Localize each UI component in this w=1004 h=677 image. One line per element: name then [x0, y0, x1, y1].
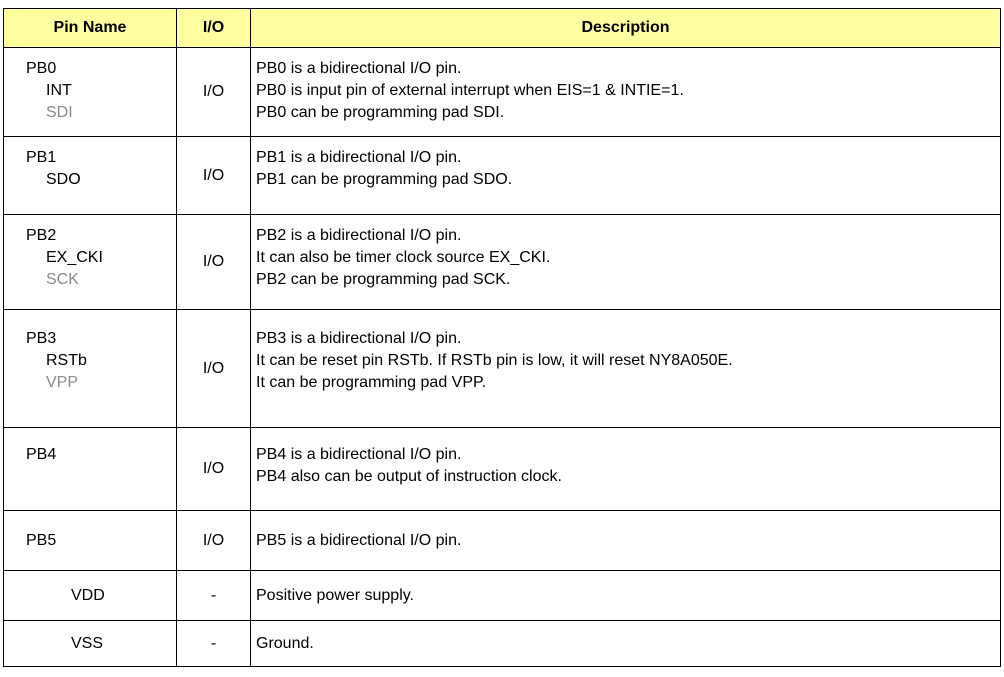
pin-alt-function: SDI: [46, 104, 73, 121]
table-row: [4, 310, 1001, 428]
pin-name-cell: [4, 310, 177, 428]
table-row: [4, 571, 1001, 621]
io-cell: I/O: [177, 428, 251, 511]
header-io: I/O: [177, 9, 251, 48]
description-line: PB2 can be programming pad SCK.: [256, 271, 511, 288]
description-cell: [251, 511, 1001, 571]
description-cell: [251, 137, 1001, 215]
description-line: PB3 is a bidirectional I/O pin.: [256, 330, 462, 347]
description-line: PB0 is input pin of external interrupt when EIS=1 & INTIE=1.: [256, 82, 684, 99]
io-cell: -: [177, 571, 251, 621]
table-row: [4, 621, 1001, 667]
pin-name: PB5: [26, 531, 57, 549]
description-line: PB0 is a bidirectional I/O pin.: [256, 60, 462, 77]
table-row: [4, 48, 1001, 137]
description-line: PB1 is a bidirectional I/O pin.: [256, 149, 462, 166]
description-line: PB0 can be programming pad SDI.: [256, 104, 505, 121]
description-cell: [251, 215, 1001, 310]
table-row: [4, 137, 1001, 215]
table-row: [4, 511, 1001, 571]
description-line: It can be programming pad VPP.: [256, 374, 487, 391]
description-line: Positive power supply.: [256, 586, 414, 604]
io-cell: I/O: [177, 310, 251, 428]
pin-alt-function: SCK: [46, 271, 79, 288]
io-cell: I/O: [177, 511, 251, 571]
pin-alt-function: INT: [46, 82, 72, 99]
description-line: PB2 is a bidirectional I/O pin.: [256, 227, 462, 244]
header-description: Description: [251, 9, 1001, 48]
pin-alt-function: SDO: [46, 171, 81, 188]
pin-alt-function: RSTb: [46, 352, 87, 369]
table-header: [4, 9, 1001, 48]
description-line: PB4 also can be output of instruction clock.: [256, 468, 562, 485]
table-row: [4, 215, 1001, 310]
header-pin-name: Pin Name: [4, 9, 177, 48]
io-cell: I/O: [177, 137, 251, 215]
description-cell: [251, 428, 1001, 511]
io-cell: I/O: [177, 215, 251, 310]
description-line: It can be reset pin RSTb. If RSTb pin is low, it will reset NY8A050E.: [256, 352, 733, 369]
pin-name-cell: [4, 48, 177, 137]
pin-name: PB3: [26, 330, 57, 347]
description-line: PB5 is a bidirectional I/O pin.: [256, 531, 462, 549]
io-cell: I/O: [177, 48, 251, 137]
pin-name: PB4: [26, 446, 57, 463]
table-row: [4, 428, 1001, 511]
description-line: Ground.: [256, 634, 314, 652]
pin-name: PB1: [26, 149, 57, 166]
description-cell: [251, 571, 1001, 621]
pin-alt-function: VPP: [46, 374, 79, 391]
pin-alt-function: EX_CKI: [46, 249, 103, 266]
description-line: PB4 is a bidirectional I/O pin.: [256, 446, 462, 463]
header-row: [4, 9, 1001, 48]
pin-name-cell: [4, 571, 177, 621]
table-body: [4, 48, 1001, 667]
pin-name: VDD: [71, 586, 105, 604]
pin-name-cell: [4, 137, 177, 215]
description-line: PB1 can be programming pad SDO.: [256, 171, 513, 188]
description-line: It can also be timer clock source EX_CKI.: [256, 249, 551, 266]
pin-description-table: [3, 8, 1001, 667]
description-cell: [251, 621, 1001, 667]
description-cell: [251, 48, 1001, 137]
pin-name-cell: [4, 215, 177, 310]
pin-name: PB2: [26, 227, 57, 244]
pin-name: PB0: [26, 60, 57, 77]
io-cell: -: [177, 621, 251, 667]
description-cell: [251, 310, 1001, 428]
pin-name: VSS: [71, 634, 104, 652]
pin-name-cell: [4, 428, 177, 511]
pin-name-cell: [4, 511, 177, 571]
pin-name-cell: [4, 621, 177, 667]
